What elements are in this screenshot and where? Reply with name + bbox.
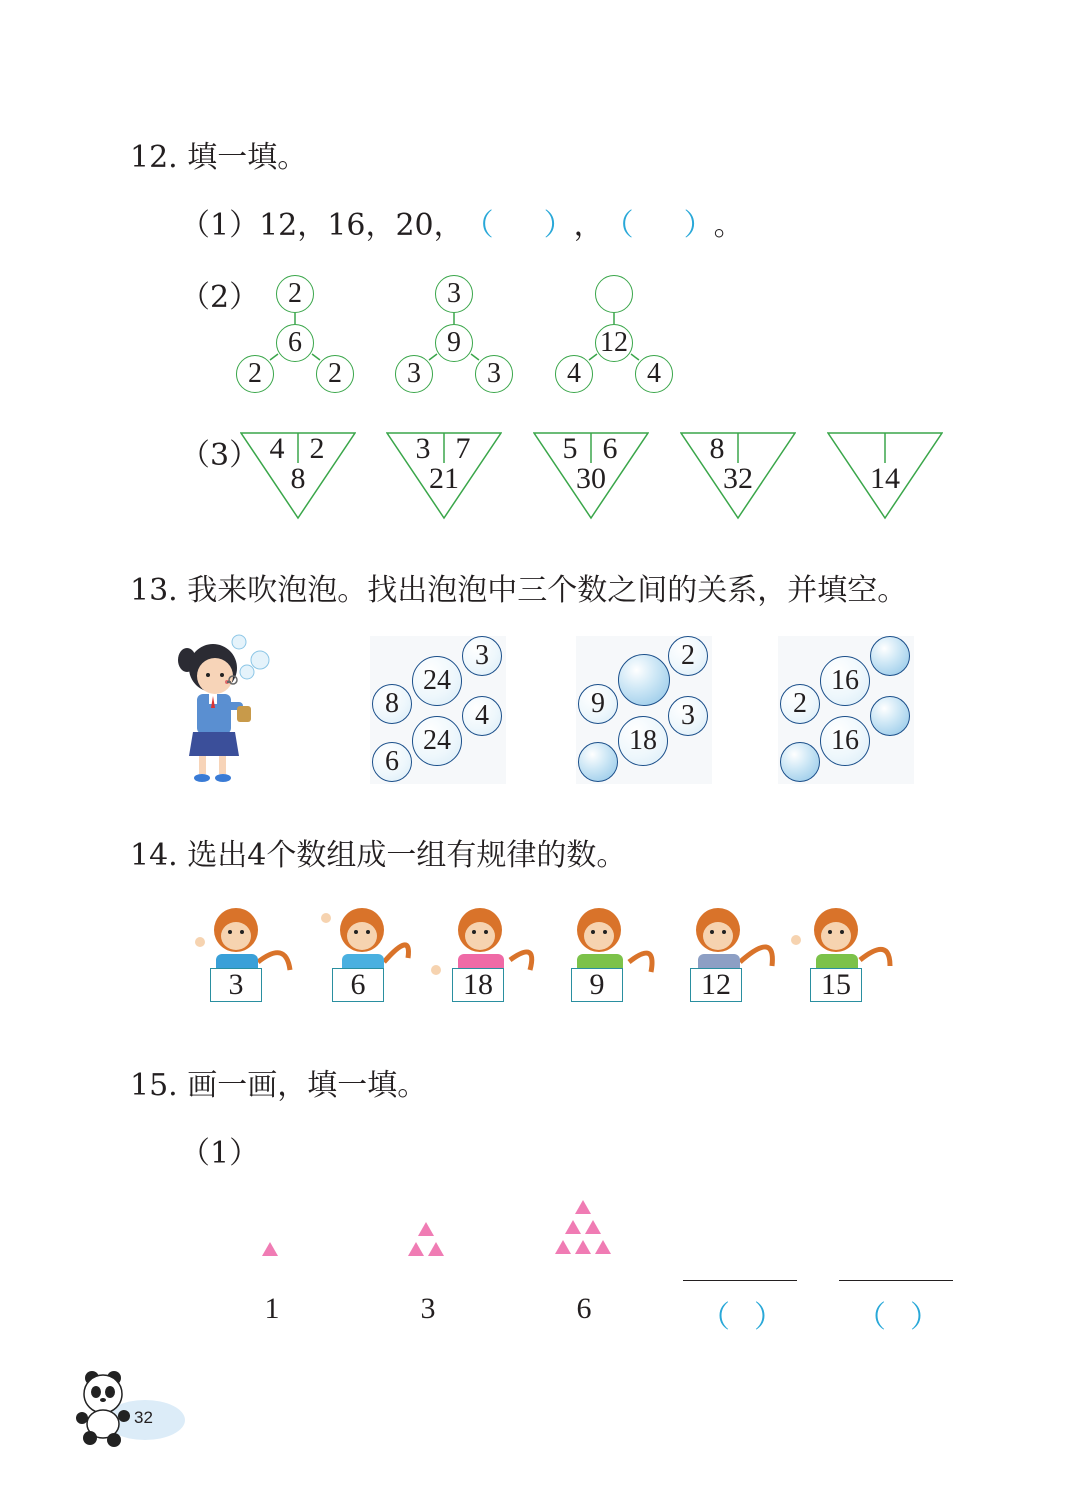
q12-p3-triangle-1 — [240, 432, 356, 520]
bubble: 3 — [462, 636, 502, 676]
bubble-blank[interactable] — [780, 742, 820, 782]
circle-left: 4 — [555, 355, 593, 393]
bubble: 18 — [618, 716, 668, 766]
pink-triangle-icon — [575, 1200, 591, 1214]
pattern-label: 1 — [264, 1292, 280, 1325]
q15-p1-label: （1） — [180, 1136, 260, 1171]
number-card: 18 — [452, 968, 504, 1002]
bubble-blank[interactable] — [870, 636, 910, 676]
pink-triangle-icon — [595, 1240, 611, 1254]
q13-bubble-group-2 — [576, 636, 712, 784]
q12-p3-triangle-2 — [386, 432, 502, 520]
number-card: 12 — [690, 968, 742, 1002]
pink-triangle-icon — [565, 1220, 581, 1234]
drawing-line-4[interactable] — [683, 1280, 797, 1281]
tri-top-right: 7 — [455, 432, 471, 465]
q14-monkey-4[interactable] — [555, 900, 665, 1006]
pink-triangle-icon — [585, 1220, 601, 1234]
q12-p1-blank-2[interactable]: （ ） — [603, 208, 714, 243]
q12-p2-label: （2） — [180, 280, 260, 315]
q12-part1 — [180, 200, 744, 244]
pink-triangle-icon — [408, 1242, 424, 1256]
bubble: 6 — [372, 742, 412, 782]
pattern-label: 3 — [420, 1292, 436, 1325]
tri-top-left: 5 — [562, 432, 578, 465]
q13-title: 13. 我来吹泡泡。找出泡泡中三个数之间的关系，并填空。 — [130, 573, 908, 608]
page-number: 32 — [134, 1408, 153, 1427]
bubble: 24 — [412, 716, 462, 766]
bubble: 2 — [780, 684, 820, 724]
tri-top-right: 6 — [602, 432, 618, 465]
q12-p1-label: （1） — [180, 208, 260, 243]
tri-top-left: 3 — [415, 432, 431, 465]
q14-monkey-1[interactable] — [186, 900, 296, 1006]
circle-right: 3 — [475, 355, 513, 393]
bubble-blank[interactable] — [618, 654, 670, 706]
circle-center: 12 — [595, 324, 633, 362]
q12-p1-blank-1[interactable]: （ ） — [463, 208, 574, 243]
q13-bubble-group-1 — [370, 636, 506, 784]
tri-result: 21 — [429, 462, 459, 495]
tri-top-left: 8 — [709, 432, 725, 465]
q12-p3-label: （3） — [180, 438, 260, 473]
number-card: 3 — [210, 968, 262, 1002]
triangle-pattern-1 — [262, 1242, 282, 1258]
girl-blowing-bubbles-illustration — [165, 630, 275, 785]
number-card: 9 — [571, 968, 623, 1002]
q12-p1-sep: ， — [573, 208, 604, 243]
tri-result: 14 — [870, 462, 900, 495]
q13-bubble-group-3 — [778, 636, 914, 784]
circle-top-blank[interactable] — [595, 275, 633, 313]
q14-monkey-2[interactable] — [312, 900, 422, 1006]
pink-triangle-icon — [262, 1242, 278, 1256]
circle-top: 3 — [435, 275, 473, 313]
bubble: 16 — [820, 716, 870, 766]
circle-right: 4 — [635, 355, 673, 393]
q12-p3-triangle-3 — [533, 432, 649, 520]
triangle-pattern-3 — [408, 1220, 448, 1260]
tri-top-left: 4 — [269, 432, 285, 465]
q12-p2-group-3 — [549, 270, 679, 395]
pink-triangle-icon — [575, 1240, 591, 1254]
drawing-line-5[interactable] — [839, 1280, 953, 1281]
answer-blank-5[interactable]: （ ） — [856, 1300, 940, 1335]
q12-p3-triangle-5 — [827, 432, 943, 520]
pink-triangle-icon — [418, 1222, 434, 1236]
pink-triangle-icon — [555, 1240, 571, 1254]
q12-p3-triangle-4 — [680, 432, 796, 520]
circle-center: 9 — [435, 324, 473, 362]
number-card: 15 — [810, 968, 862, 1002]
q15-title: 15. 画一画，填一填。 — [130, 1068, 428, 1103]
tri-result: 32 — [723, 462, 753, 495]
q14-monkey-5[interactable] — [680, 900, 790, 1006]
q14-title: 14. 选出4个数组成一组有规律的数。 — [130, 838, 627, 873]
bubble: 8 — [372, 684, 412, 724]
number-card: 6 — [332, 968, 384, 1002]
tri-result: 30 — [576, 462, 606, 495]
bubble: 9 — [578, 684, 618, 724]
q14-monkey-6[interactable] — [786, 900, 896, 1006]
bubble-blank[interactable] — [870, 696, 910, 736]
circle-left: 3 — [395, 355, 433, 393]
bubble: 24 — [412, 656, 462, 706]
q12-title: 12. 填一填。 — [130, 140, 308, 175]
q14-monkey-3[interactable] — [430, 900, 540, 1006]
bubble: 3 — [668, 696, 708, 736]
bubble: 2 — [668, 636, 708, 676]
bubble-blank[interactable] — [578, 742, 618, 782]
bubble: 16 — [820, 656, 870, 706]
q12-p2-group-2 — [389, 270, 519, 395]
tri-top-right: 2 — [309, 432, 325, 465]
tri-result: 8 — [290, 462, 306, 495]
bubble: 4 — [462, 696, 502, 736]
circle-left: 2 — [236, 355, 274, 393]
pink-triangle-icon — [428, 1242, 444, 1256]
answer-blank-4[interactable]: （ ） — [700, 1300, 784, 1335]
circle-right: 2 — [316, 355, 354, 393]
circle-center: 6 — [276, 324, 314, 362]
q12-p1-sequence: 12，16，20， — [259, 208, 464, 243]
pattern-label: 6 — [576, 1292, 592, 1325]
circle-top: 2 — [276, 275, 314, 313]
q12-p1-end: 。 — [713, 208, 744, 243]
triangle-pattern-6 — [554, 1198, 614, 1262]
q12-p2-group-1 — [230, 270, 360, 395]
panda-icon — [70, 1370, 190, 1450]
